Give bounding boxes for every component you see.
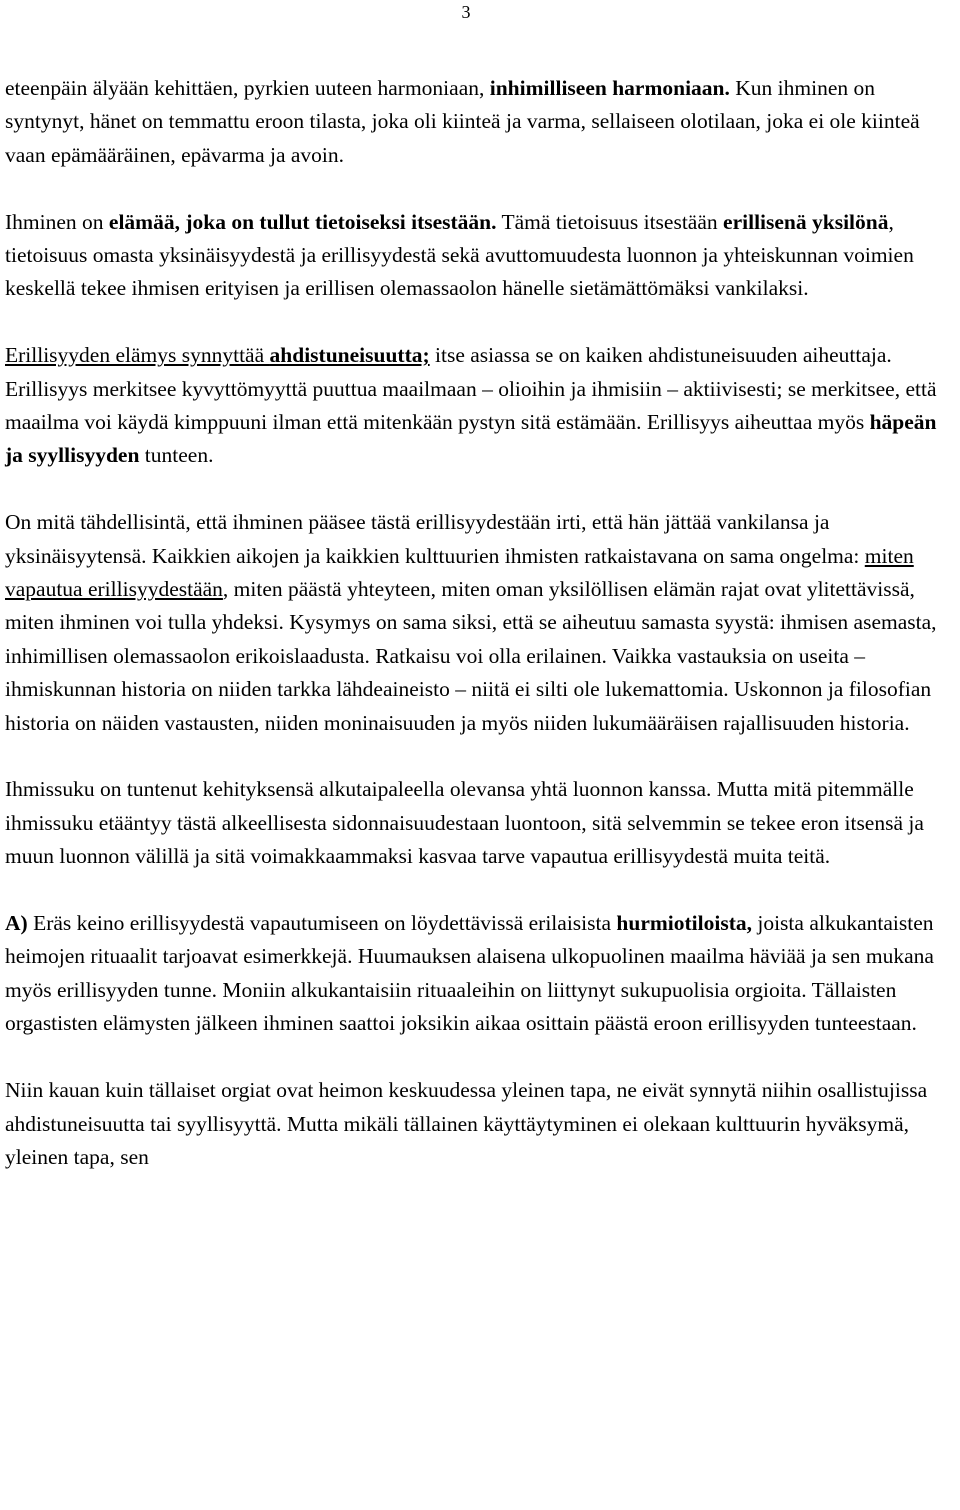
text-segment: Niin kauan kuin tällaiset orgiat ovat heimon keskuudessa yleinen tapa, ne eivät synnytä niihin osallistujissa ahdistuneisuutta tai syyllisyyttä. Mutta mikäli tällainen käyttäytyminen ei olekaan kulttuurin hyväksymä, yleinen tapa, sen (5, 1078, 928, 1169)
paragraph-5 (5, 773, 955, 873)
underlined-text: miten vapautua erillisyydestään (5, 543, 914, 602)
document-body (5, 72, 955, 1174)
bold-text: A) (5, 911, 28, 936)
text-segment: tunteen. (139, 443, 214, 468)
text-segment: On mitä tähdellisintä, että ihminen pääsee tästä erillisyydestään irti, että hän jättää vankilansa ja yksinäisyytensä. Kaikkien aikojen ja kaikkien kulttuurien ihmisten ratkaistavana on sama ongelma: (5, 510, 865, 568)
text-segment: Tämä tietoisuus itsestään (496, 209, 724, 234)
underlined-text: Erillisyyden elämys synnyttää (5, 343, 270, 368)
text-segment: Ihminen on (5, 209, 109, 234)
text-segment: eteenpäin älyään kehittäen, pyrkien uuteen harmoniaan, (5, 76, 490, 100)
paragraph-2 (5, 206, 955, 306)
bold-underlined-text: ahdistuneisuutta; (269, 343, 430, 368)
paragraph-3 (5, 339, 955, 473)
page-number: 3 (461, 2, 471, 22)
text-segment: , miten päästä yhteyteen, miten oman yksilöllisen elämän rajat ovat ylitettävissä, miten ihminen voi tulla yhdeksi. Kysymys on sama siksi, että se aiheutuu samasta syystä: ihmisen asemasta, inhimillisen olemassaolon erikoislaadusta. Ratkaisu voi olla erilainen. Vaikka vastauksia on useita – ihmiskunnan historia on niiden tarkka lähdeaineisto – niitä ei silti ole lukemattomia. Uskonnon ja filosofian historia on näiden vastausten, niiden moninaisuuden ja myös niiden lukumääräisen rajallisuuden historia. (5, 577, 937, 735)
text-segment: Ihmissuku on tuntenut kehityksensä alkutaipaleella olevansa yhtä luonnon kanssa. Mutta mitä pitemmälle ihmissuku etääntyy tästä alkeellisesta sidonnaisuudestaan luontoon, sitä selvemmin se tekee eron itsensä ja muun luonnon välillä ja sitä voimakkaammaksi kasvaa tarve vapautua erillisyydestä muita teitä. (5, 777, 924, 869)
bold-text: elämää, joka on tullut tietoiseksi itsestään. (108, 209, 497, 234)
paragraph-7 (5, 1074, 955, 1174)
bold-text: inhimilliseen harmoniaan. (489, 76, 730, 100)
text-segment: itse asiassa se on kaiken ahdistuneisuuden aiheuttaja. Erillisyys merkitsee kyvyttömyyttä puuttua maailmaan – olioihin ja ihmisiin – aktiivisesti; se merkitsee, että maailma voi käydä kimppuuni ilman että mitenkään pystyn sitä estämään. Erillisyys aiheuttaa myös (5, 343, 937, 435)
text-segment: joista alkukantaisten heimojen rituaalit tarjoavat esimerkkejä. Huumauksen alaisena ulkopuolinen maailma häviää ja sen mukana myös erillisyyden tunne. Moniin alkukantaisiin rituaaleihin on liittynyt sukupuolisia orgioita. Tällaisten orgastisten elämysten jälkeen ihminen saattoi joksikin aikaa osittain päästä eroon erillisyyden tunteestaan. (5, 911, 934, 1036)
bold-text: häpeän ja syyllisyyden (5, 410, 937, 468)
text-segment: Eräs keino erillisyydestä vapautumiseen on löydettävissä erilaisista (27, 911, 617, 936)
paragraph-1 (5, 72, 955, 172)
text-segment: Kun ihminen on syntynyt, hänet on temmattu eroon tilasta, joka oli kiinteä ja varma, sellaiseen olotilaan, joka ei ole kiinteä vaan epämääräinen, epävarma ja avoin. (5, 76, 920, 167)
text-segment: , tietoisuus omasta yksinäisyydestä ja erillisyydestä sekä avuttomuudesta luonnon ja yhteiskunnan voimien keskellä tekee ihmisen erityisen ja erillisen olemassaolon hänelle sietämättömäksi vankilaksi. (5, 209, 914, 301)
paragraph-4 (5, 506, 955, 740)
bold-text: hurmiotiloista, (616, 911, 752, 936)
bold-text: erillisenä yksilönä (723, 209, 889, 234)
paragraph-6 (5, 907, 955, 1041)
